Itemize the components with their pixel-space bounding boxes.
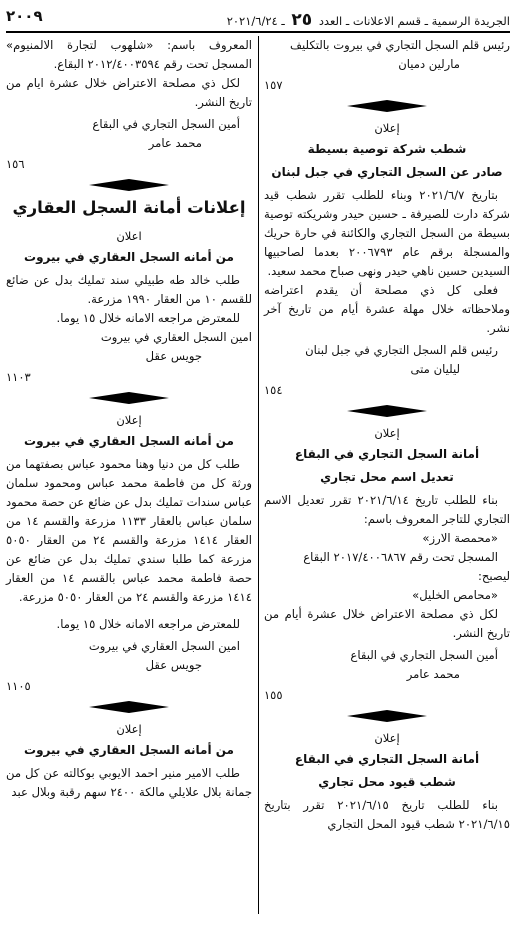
notice-number: ١٥٤ [264,383,283,397]
sign-title: أمين السجل التجاري في البقاع [92,117,240,131]
ornament-divider [264,99,510,113]
notice-body: طلب الامير منير احمد الايوبي بوكالته عن كل من جمانة بلال علايلي مالكة ٢٤٠٠ سهم رقبة وبلال عبد [6,766,252,799]
notice-title: أمانة السجل التجاري في البقاع [294,752,480,766]
page-header [6,6,510,30]
sign-title: رئيس قلم السجل التجاري في جبل لبنان [305,343,498,357]
notice-subtitle: صادر عن السجل التجاري في جبل لبنان [271,165,503,179]
notice-number: ١١٠٣ [6,370,31,384]
ornament-divider [264,404,510,418]
notice-body: بناء للطلب تاريخ ٢٠٢١/٦/١٤ تقرر تعديل الاسم التجاري للتاجر المعروف باسم: [264,493,510,526]
notice-label: إعلان [116,722,142,736]
notice-label: إعلان [116,413,142,427]
sign-title: امين السجل العقاري في بيروت [100,330,252,344]
left-column [6,36,252,802]
notice-body: طلب كل من دنيا وهنا محمود عباس بصفتهما من ورثة كل من فاطمة محمد عباس ومحمود سلمان عباس سندات تمليك بدل عن ضائع عن حصة محمود سلمان عباس بالعقار ١١٣٣ مزرعة والقسم ١٤ من العقار ١٤١٤ مزرعة والقسم ٢٤ من العقار ٥٠٥٠ مزرعة كما طلبا سندي تمليك بدل عن ضائع عن حصة فاطمة محمد عباس بالقسم ١٤ من العقار ١٤١٤ مزرعة والقسم ٢٤ من العقار ٥٠٥٠ مزرعة. [6,457,253,604]
becomes-label: ليصبح: [478,569,510,583]
notice-subtitle: تعديل اسم محل تجاري [320,470,454,484]
notice-title: من أمانه السجل العقاري في بيروت [24,250,234,264]
section-title: إعلانات أمانة السجل العقاري [12,198,246,217]
signer: محمد عامر [148,136,202,150]
notice-title: أمانة السجل التجاري في البقاع [294,447,480,461]
notice-objection: للمعترض مراجعه الامانه خلال ١٥ يوما. [56,617,240,631]
signer: جويس عقل [145,349,202,363]
notice-label: اعلان [116,229,142,243]
old-trade-name: «محمصة الارز» [422,531,498,545]
registration: المسجل تحت رقم ٢٠١٧/٤٠٠٦٨٦٧ البقاع [303,550,498,564]
sign-title: امين السجل العقاري في بيروت [88,639,240,653]
signer: محمد عامر [406,667,460,681]
notice-number: ١٥٧ [264,78,283,92]
intro-signer: مارلين دميان [398,57,460,71]
right-column [264,36,510,834]
header-rule [6,31,510,33]
ornament-divider [6,700,252,714]
column-divider [258,36,259,914]
ornament-divider [6,178,252,192]
notice-body: بتاريخ ٢٠٢١/٦/٧ وبناء للطلب تقرر شطب قيد شركة دارت للصيرفة ـ حسين حيدر وشريكته توصية بسيطة من السجل التجاري والكائنة في حارة حريك والمسجلة برقم عام ٢٠٠٦٧٩٣ بعدما لصاحبيها السيدين حسين ناهي حيدر ونهى صباح محمد سعيد. [264,188,510,278]
issue-number: ٢٥ [291,10,313,30]
new-trade-name: «محامص الخليل» [412,588,498,602]
notice-title: من أمانه السجل العقاري في بيروت [24,743,234,757]
notice-body: بناء للطلب تاريخ ٢٠٢١/٦/١٥ تقرر بتاريخ ٢٠٢١/٦/١٥ شطب قيود المحل التجاري [264,798,510,831]
publication-name: الجريدة الرسمية ـ قسم الاعلانات ـ العدد [318,14,510,28]
notice-label: إعلان [374,121,400,135]
notice-title: من أمانه السجل العقاري في بيروت [24,434,234,448]
page-number: ٢٠٠٩ [6,7,43,25]
signer: ليليان متى [410,362,460,376]
notice-title: شطب شركة توصية بسيطة [307,142,467,156]
notice-objection: لكل ذي مصلحة الاعتراض خلال عشرة ايام من تاريخ النشر. [6,76,252,109]
notice-objection: لكل ذي مصلحة الاعتراض خلال عشرة أيام من تاريخ النشر. [264,607,510,640]
ornament-divider [6,391,252,405]
notice-objection: فعلى كل ذي مصلحة أن يقدم اعتراضه وملاحظاته خلال مهلة عشرة أيام من تاريخ آخر نشر. [264,283,510,335]
notice-body: طلب خالد طه طبيلي سند تمليك بدل عن ضائع للقسم ١٠ من العقار ١٩٩٠ مزرعة. [6,273,252,306]
intro-sign-title: رئيس قلم السجل التجاري في بيروت بالتكليف [290,38,510,52]
notice-number: ١٥٥ [264,688,283,702]
signer: جويس عقل [145,658,202,672]
notice-objection: للمعترض مراجعه الامانه خلال ١٥ يوما. [56,311,240,325]
notice-subtitle: شطب قيود محل تجاري [318,775,456,789]
issue-date: ـ ٢٠٢١/٦/٢٤ [226,14,285,28]
notice-label: إعلان [374,426,400,440]
notice-number: ١١٠٥ [6,679,31,693]
ornament-divider [264,709,510,723]
notice-label: إعلان [374,731,400,745]
notice-number: ١٥٦ [6,157,25,171]
header-title [227,10,510,30]
sign-title: أمين السجل التجاري في البقاع [350,648,498,662]
notice-body: المعروف باسم: «شلهوب لتجارة الالمنيوم» المسجل تحت رقم ٢٠١٢/٤٠٠٣٥٩٤ البقاع. [6,38,252,71]
